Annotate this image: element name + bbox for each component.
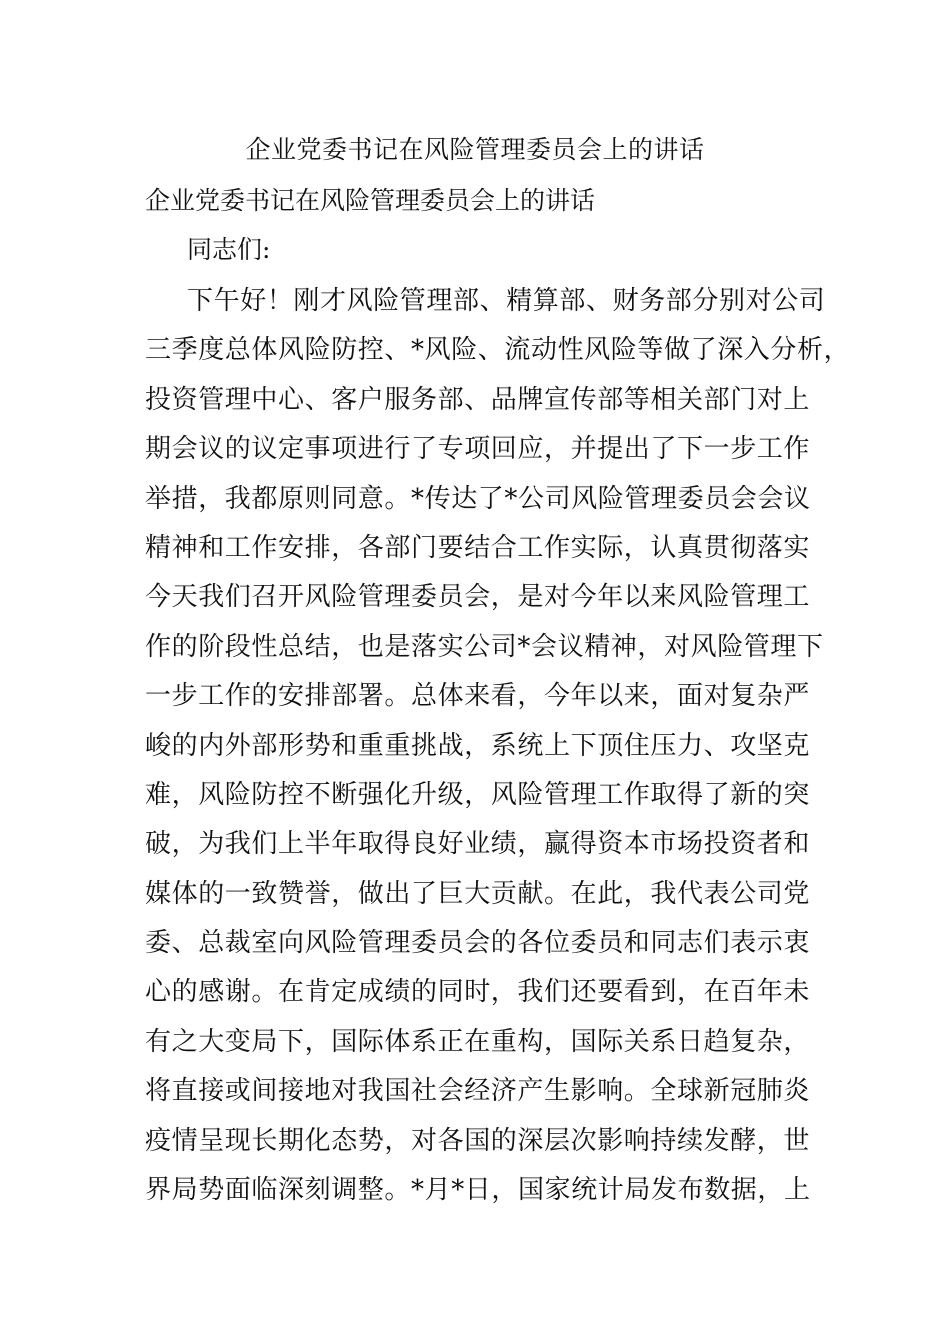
body-line: 作的阶段性总结，也是落实公司*会议精神，对风险管理下 — [145, 631, 824, 662]
body-line: 一步工作的安排部署。总体来看，今年以来，面对复杂严 — [145, 681, 811, 712]
speech-body — [145, 281, 851, 1219]
body-line: 举措，我都原则同意。*传达了*公司风险管理委员会会议 — [145, 483, 811, 514]
body-line: 疫情呈现长期化态势，对各国的深层次影响持续发酵，世 — [145, 1125, 811, 1156]
body-line: 委、总裁室向风险管理委员会的各位委员和同志们表示衷 — [145, 928, 811, 959]
body-line: 下午好！刚才风险管理部、精算部、财务部分别对公司 — [187, 286, 826, 316]
body-line: 媒体的一致赞誉，做出了巨大贡献。在此，我代表公司党 — [145, 878, 811, 909]
body-line: 有之大变局下，国际体系正在重构，国际关系日趋复杂， — [145, 1026, 811, 1057]
body-line: 精神和工作安排，各部门要结合工作实际，认真贯彻落实 — [145, 532, 811, 563]
body-line: 今天我们召开风险管理委员会，是对今年以来风险管理工 — [145, 582, 811, 613]
body-line: 难，风险防控不断强化升级，风险管理工作取得了新的突 — [145, 779, 811, 810]
document-subtitle: 企业党委书记在风险管理委员会上的讲话 — [145, 186, 596, 215]
body-line: 心的感谢。在肯定成绩的同时，我们还要看到，在百年未 — [145, 977, 811, 1008]
body-line: 投资管理中心、客户服务部、品牌宣传部等相关部门对上 — [145, 384, 811, 415]
body-line: 界局势面临深刻调整。*月*日，国家统计局发布数据，上 — [145, 1175, 811, 1206]
body-line: 期会议的议定事项进行了专项回应，并提出了下一步工作 — [145, 434, 811, 465]
salutation: 同志们: — [187, 235, 271, 264]
body-line: 将直接或间接地对我国社会经济产生影响。全球新冠肺炎 — [145, 1076, 811, 1107]
document-title: 企业党委书记在风险管理委员会上的讲话 — [245, 135, 705, 164]
body-line: 三季度总体风险防控、*风险、流动性风险等做了深入分析， — [145, 335, 851, 366]
body-line: 峻的内外部形势和重重挑战，系统上下顶住压力、攻坚克 — [145, 730, 811, 761]
body-line: 破，为我们上半年取得良好业绩，赢得资本市场投资者和 — [145, 829, 811, 860]
